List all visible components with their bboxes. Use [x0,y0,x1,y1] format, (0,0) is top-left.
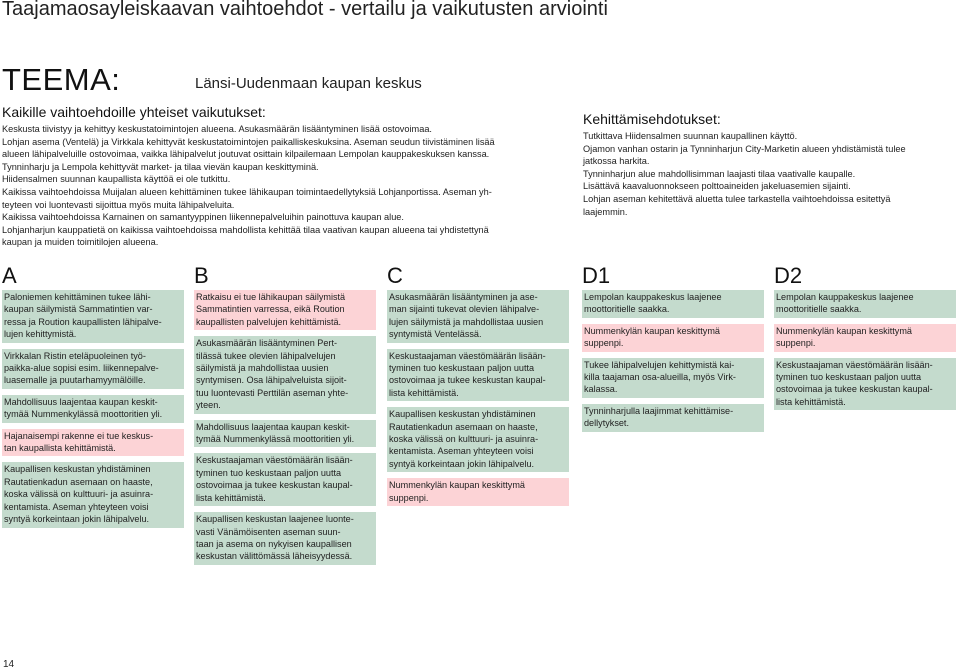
text-line: vasti Vänämöisenten aseman suun- [196,526,341,537]
text-line: laajemmin. [583,206,628,217]
text-line: lista kehittämistä. [196,492,266,503]
text-line: lista kehittämistä. [776,396,846,407]
alternative-column [774,290,956,416]
text-line: Nummenkylän kaupan keskittymä [389,480,525,491]
page-title: Taajamaosayleiskaavan vaihtoehdot - vertailu ja vaikutusten arviointi [2,0,608,20]
text-line: Mahdollisuus laajentaa kaupan keskit- [4,396,158,407]
common-effects-text [2,123,495,249]
text-line: Asukasmäärän lisääntyminen Pert- [196,338,338,349]
text-line: killa taajaman osa-alueilla, myös Virk- [584,372,736,383]
positive-impact-box [194,420,376,448]
text-line: kentamista. Aseman yhteyteen voisi [4,501,149,512]
alternative-column [387,290,569,512]
alternative-column [2,290,184,534]
positive-impact-box [387,349,569,402]
text-line: tyminen tuo keskustaan paljon uutta [196,467,342,478]
text-line: lujen kehittymistä. [4,329,77,340]
page-number: 14 [3,659,15,670]
text-line: Tynninharjulla laajimmat kehittämise- [584,405,734,416]
alternative-label: B [194,263,209,288]
alternative-label: C [387,263,403,288]
negative-impact-box [194,290,376,330]
positive-impact-box [387,290,569,343]
text-line: lujen säilymistä ja mahdollistaa uusien [389,316,544,327]
text-line: Ojamon vanhan ostarin ja Tynninharjun City-Marketin alueen yhdistämistä tulee [583,143,906,154]
text-line: Kaupallisen keskustan yhdistäminen [389,409,536,420]
text-line: Nummenkylän kaupan keskittymä [776,325,912,336]
negative-impact-box [387,478,569,506]
text-line: Kaikissa vaihtoehdoissa Karnainen on samantyyppinen liikennepalveluihin painottuva kaupan alue. [2,212,404,223]
text-line: Tynninharjun alue mahdollisimman laajasti tilaa vaativalle kaupalle. [583,168,856,179]
text-line: syntyä korkeintaan jokin lähipalvelu. [389,458,535,469]
positive-impact-box [194,453,376,506]
text-line: Ratkaisu ei tue lähikaupan säilymistä [196,292,346,302]
development-heading: Kehittämisehdotukset: [583,111,721,127]
alternative-label: D1 [582,263,611,288]
text-line: Asukasmäärän lisääntyminen ja ase- [389,292,538,302]
text-line: paikka-alue sopisi esim. liikennepalve- [4,363,159,374]
text-line: ostovoimaa ja tukee keskustan kaupal- [196,480,353,491]
text-line: teyteen voi luontevasti sijoittua myös muita lähipalveluita. [2,199,235,210]
text-line: Hajanaisempi rakenne ei tue keskus- [4,430,154,441]
text-line: dellytykset. [584,418,629,429]
text-line: Rautatienkadun asemaan on haaste, [4,476,153,487]
alternative-column [582,290,764,438]
text-line: jatkossa harkita. [583,156,650,167]
text-line: Keskustaajaman väestömäärän lisään- [389,350,546,361]
text-line: syntymisen. Osa lähipalveluista sijoit- [196,375,347,386]
text-line: Kaikissa vaihtoehdoissa Muijalan alueen kehittäminen tukee lähikaupan toimintaedellytyksiä Lohjanportissa. Aseman yh- [2,186,492,197]
text-line: suppenpi. [776,338,816,349]
negative-impact-box [2,429,184,457]
common-effects-heading: Kaikille vaihtoehdoille yhteiset vaikutukset: [2,104,266,120]
positive-impact-box [774,290,956,318]
text-line: Nummenkylän kaupan keskittymä [584,325,720,336]
positive-impact-box [582,404,764,432]
text-line: alueen lähipalveluille ostovoimaa, vaikka lähipalvelut joutuvat osittain kilpailemaan Lempolan kauppakeskuksen kanssa. [2,149,490,160]
text-line: kalassa. [584,384,618,395]
text-line: suppenpi. [389,492,429,503]
text-line: Keskustaajaman väestömäärän lisään- [196,455,353,466]
text-line: yteen. [196,400,221,411]
text-line: Rautatienkadun asemaan on haaste, [389,421,538,432]
positive-impact-box [582,358,764,398]
theme-value: Länsi-Uudenmaan kaupan keskus [195,75,422,92]
text-line: Hiidensalmen suunnan kaupallista käyttöä ei ole tutkittu. [2,174,231,185]
text-line: Tynninharju ja Lempola kehittyvät market- ja tilaa vievän kaupan keskittyminä. [2,161,319,172]
text-line: taan ja asema on nykyisen kaupallisen [196,538,352,549]
text-line: säilymistä ja mahdollistaa uusien [196,363,329,374]
text-line: man sijainti tukevat olevien lähipalve- [389,304,540,315]
positive-impact-box [774,358,956,411]
text-line: suppenpi. [584,338,624,349]
text-line: tan kaupallista kehittämistä. [4,443,116,454]
text-line: tuu luontevasti Perttilän aseman yhte- [196,387,349,398]
positive-impact-box [2,395,184,423]
development-text [583,130,906,218]
negative-impact-box [582,324,764,352]
text-line: syntyä korkeintaan jokin lähipalvelu. [4,514,150,525]
text-line: Lempolan kauppakeskus laajenee [776,292,914,302]
text-line: tyminen tuo keskustaan paljon uutta [776,372,922,383]
text-line: ostovoimaa ja tukee keskustan kaupal- [389,375,546,386]
text-line: kaupallisten palvelujen kehittämistä. [196,316,342,327]
text-line: Virkkalan Ristin eteläpuoleinen työ- [4,350,146,361]
text-line: Kaupallisen keskustan yhdistäminen [4,464,151,475]
alternative-label: D2 [774,263,803,288]
text-line: keskustan välittömässä läheisyydessä. [196,551,353,562]
text-line: Sammatintien varressa, eikä Roution [196,304,345,315]
text-line: luasemalle ja puutarhamyymälöille. [4,375,146,386]
text-line: tyminen tuo keskustaan paljon uutta [389,363,535,374]
text-line: ostovoimaa ja tukee keskustan kaupal- [776,384,933,395]
text-line: tymää Nummenkylässä moottoritien yli. [4,409,163,420]
text-line: Tutkittava Hiidensalmen suunnan kaupallinen käyttö. [583,131,798,141]
text-line: kentamista. Aseman yhteyteen voisi [389,446,534,457]
text-line: koska välissä on kulttuuri- ja asuinra- [4,489,154,500]
positive-impact-box [2,349,184,389]
text-line: kaupan säilymistä Sammatintien var- [4,304,153,315]
text-line: Paloniemen kehittäminen tukee lähi- [4,292,151,302]
text-line: koska välissä on kulttuuri- ja asuinra- [389,434,539,445]
positive-impact-box [387,407,569,472]
alternative-column [194,290,376,571]
text-line: moottoritielle saakka. [776,304,862,315]
text-line: Kaupallisen keskustan laajenee luonte- [196,514,354,525]
text-line: tymää Nummenkylässä moottoritien yli. [196,434,355,445]
text-line: moottoritielle saakka. [584,304,670,315]
text-line: Lempolan kauppakeskus laajenee [584,292,722,302]
text-line: Tukee lähipalvelujen kehittymistä kai- [584,359,735,370]
positive-impact-box [194,336,376,413]
text-line: kaupan ja muiden toimitilojen alueena. [2,237,159,248]
text-line: ressa ja Roution kaupallisten lähipalve- [4,316,162,327]
positive-impact-box [2,290,184,343]
alternative-label: A [2,263,17,288]
text-line: Lisättävä kaavaluonnokseen polttoaineiden jakeluasemien sijainti. [583,181,851,192]
text-line: Keskusta tiivistyy ja kehittyy keskustatoimintojen alueena. Asukasmäärän lisääntyminen lisää ostovoimaa. [2,124,432,134]
text-line: Mahdollisuus laajentaa kaupan keskit- [196,421,350,432]
text-line: Lohjan asema (Ventelä) ja Virkkala kehittyvät keskustatoimintojen paikalliskeskuksina. Aseman seudun tiivistäminen lisää [2,136,495,147]
text-line: Lohjanharjun kauppatietä on kaikissa vaihtoehdoissa mahdollista kehittää tilaa vaativan kaupan alueena tai yhdistettynä [2,224,489,235]
text-line: tilässä tukee olevien lähipalvelujen [196,350,336,361]
text-line: Lohjan aseman kehitettävä aluetta tulee tarkastella vaihtoehdoissa esitettyä [583,193,891,204]
positive-impact-box [2,462,184,527]
theme-label: TEEMA: [2,62,121,97]
negative-impact-box [774,324,956,352]
text-line: lista kehittämistä. [389,387,459,398]
text-line: Keskustaajaman väestömäärän lisään- [776,359,933,370]
positive-impact-box [582,290,764,318]
text-line: syntymistä Ventelässä. [389,329,482,340]
positive-impact-box [194,512,376,565]
